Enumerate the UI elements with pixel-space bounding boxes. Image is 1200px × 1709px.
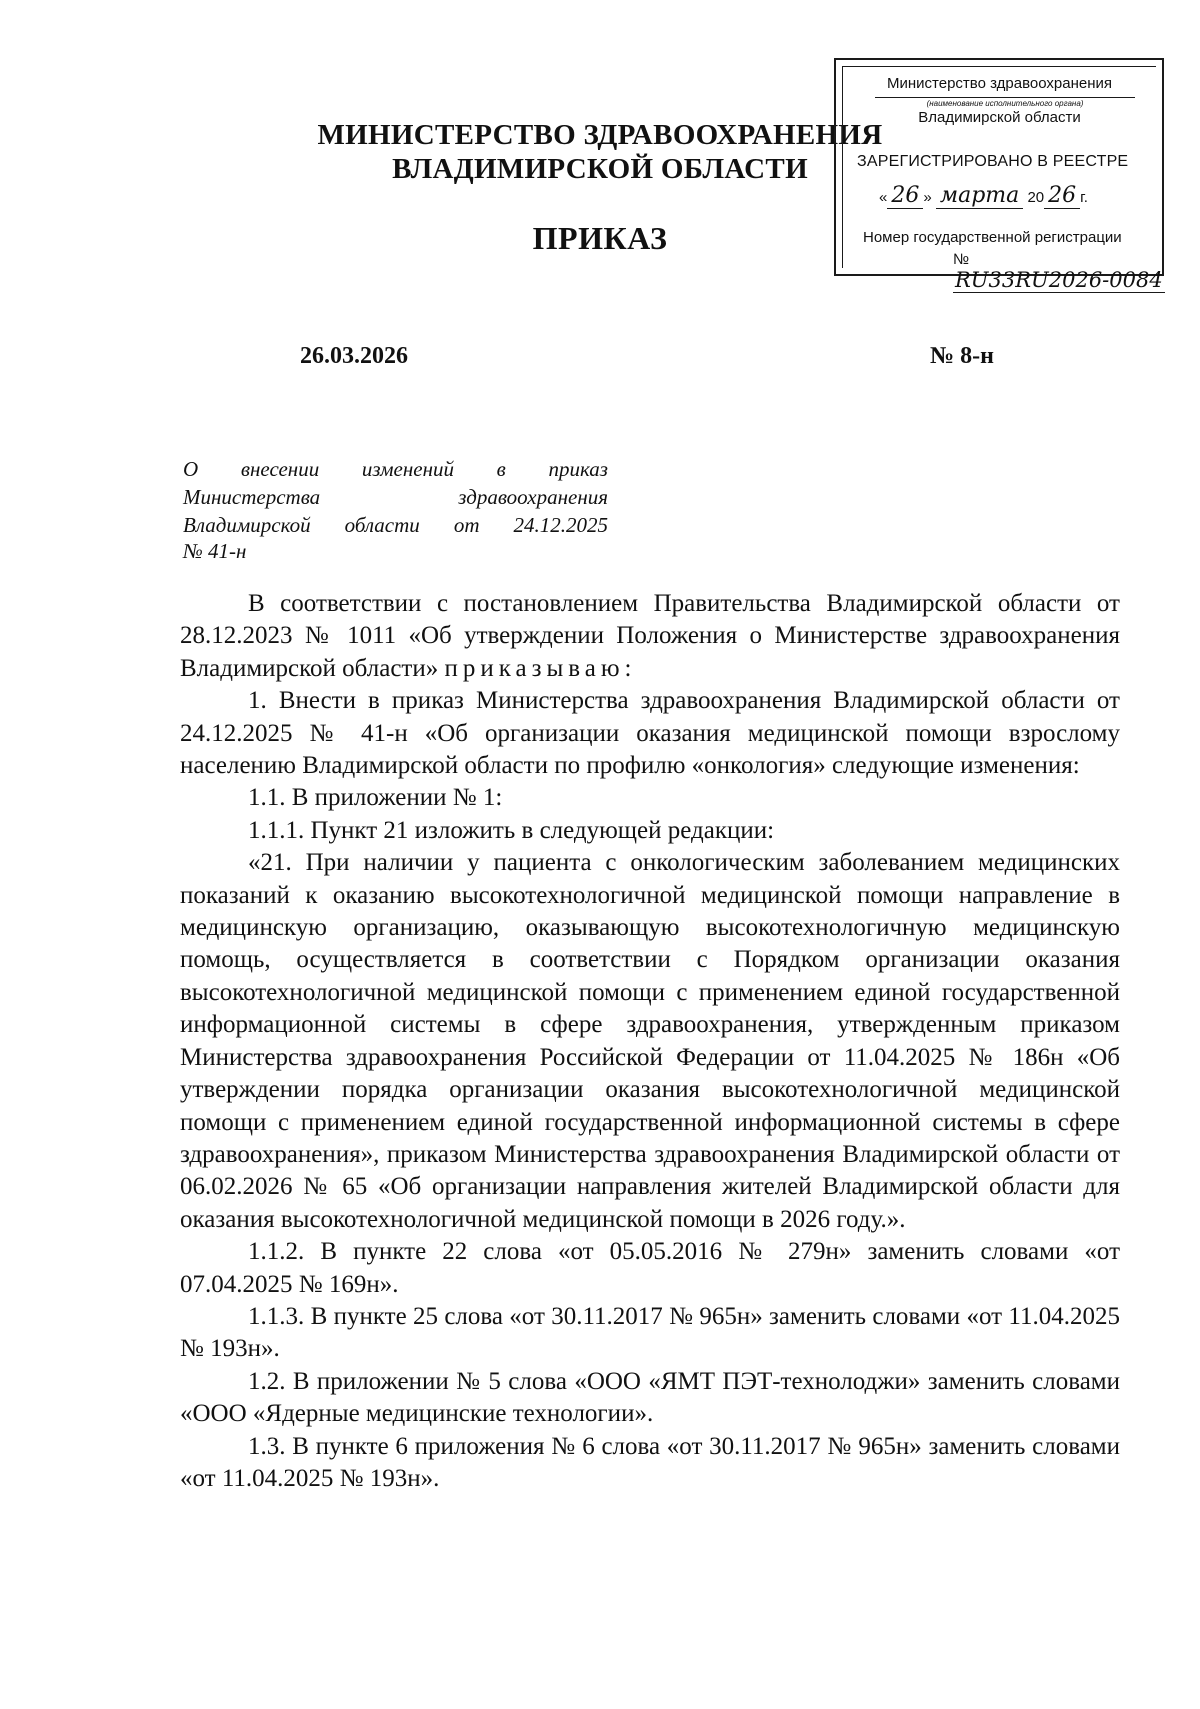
stamp-reg-number-label: Номер государственной регистрации <box>863 229 1122 246</box>
item-1-1-1: 1.1.1. Пункт 21 изложить в следующей редакции: <box>248 816 775 844</box>
stamp-date-close: » <box>923 189 932 206</box>
stamp-date-month: марта <box>936 183 1023 209</box>
subject-line: Министерства здравоохранения <box>183 485 608 509</box>
order-number: № 8-н <box>930 343 994 369</box>
item-1-1-3: 1.1.3. В пункте 25 слова «от 30.11.2017 № 965н» заменить словами «от 11.04.2025 № 193н». <box>180 1302 1120 1363</box>
item-1-3: 1.3. В пункте 6 приложения № 6 слова «от 30.11.2017 № 965н» заменить словами «от 11.04.2025 № 193н». <box>180 1432 1120 1492</box>
subject-line: О внесении изменений в приказ <box>183 457 608 481</box>
registration-stamp <box>834 58 1164 292</box>
item-1-1-2: 1.1.2. В пункте 22 слова «от 05.05.2016 № 279н» заменить словами «от 07.04.2025 № 169н». <box>180 1238 1120 1298</box>
stamp-org-caption: (наименование исполнительного органа) <box>875 97 1135 108</box>
stamp-reg-number-value: RU33RU2026-0084 <box>955 268 1163 292</box>
stamp-date-suffix: г. <box>1080 189 1088 206</box>
item-1-1: 1.1. В приложении № 1: <box>248 784 503 812</box>
stamp-date-day: 26 <box>887 183 923 209</box>
item-21-new-text: «21. При наличии у пациента с онкологическим заболеванием медицинских показаний к оказанию высокотехнологичной медицинской помощи направление в медицинскую организацию, оказывающую высокотехнологичную медицинскую помощь, осуществляется в соответствии с Порядком организации оказания высокотехнологичной медицинской помощи с применением единой государственной информационной системы в сфере здравоохранения, утвержденным приказом Министерства здравоохранения Российской Федерации от 11.04.2025 № 186н «Об утверждении порядка организации оказания высокотехнологичной медицинской помощи с применением единой государственной информационной системы в сфере здравоохранения», приказом Министерства здравоохранения Владимирской области от 06.02.2026 № 65 «Об организации направления жителей Владимирской области для оказания высокотехнологичной медицинской помощи в 2026 году.». <box>180 849 1120 1233</box>
item-1-2: 1.2. В приложении № 5 слова «ООО «ЯМТ ПЭТ-технолоджи» заменить словами «ООО «Ядерные медицинские технологии». <box>180 1367 1120 1428</box>
order-subject <box>183 455 608 539</box>
preamble-text: В соответствии с постановлением Правительства Владимирской области от 28.12.2023 № 1011 «Об утверждении Положения о Министерстве здравоохранения Владимирской области» <box>180 590 1120 682</box>
stamp-reg-number-prefix: № <box>953 251 970 268</box>
document-type-title: ПРИКАЗ <box>532 220 668 256</box>
item-1: 1. Внести в приказ Министерства здравоохранения Владимирской области от 24.12.2025 № 41-н «Об организации оказания медицинской помощи взрослому населению Владимирской области по профилю «онкология» следующие изменения: <box>180 687 1120 780</box>
stamp-date <box>879 183 1159 209</box>
stamp-registered-label: ЗАРЕГИСТРИРОВАНО В РЕЕСТРЕ <box>857 153 1129 170</box>
stamp-org-line1: Министерство здравоохранения <box>887 75 1112 92</box>
stamp-date-year-prefix: 20 <box>1027 189 1045 206</box>
subject-last-line: № 41-н <box>183 539 247 563</box>
stamp-reg-number <box>953 251 1173 293</box>
stamp-org-line2: Владимирской области <box>918 109 1081 126</box>
ministry-title-line1: МИНИСТЕРСТВО ЗДРАВООХРАНЕНИЯ <box>317 119 883 151</box>
preamble-paragraph <box>180 588 1120 685</box>
stamp-inner-frame <box>842 66 1163 292</box>
subject-line: Владимирской области от 24.12.2025 <box>183 513 608 537</box>
order-body <box>180 588 1120 1495</box>
order-date: 26.03.2026 <box>300 343 408 369</box>
order-word: приказываю: <box>444 654 637 682</box>
ministry-title <box>300 118 900 186</box>
stamp-date-year: 26 <box>1044 183 1080 209</box>
ministry-title-line2: ВЛАДИМИРСКОЙ ОБЛАСТИ <box>392 153 808 185</box>
stamp-date-open: « <box>879 189 888 206</box>
